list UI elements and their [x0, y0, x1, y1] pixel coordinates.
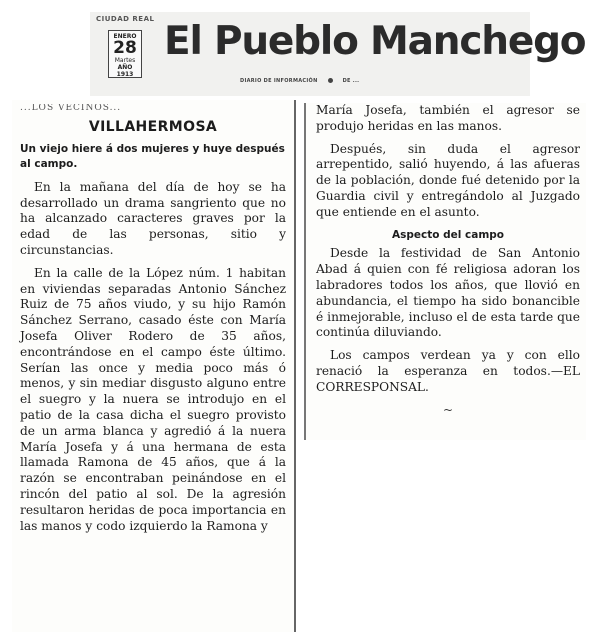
- date-year: AÑO 1913: [116, 64, 134, 78]
- date-weekday: Martes: [114, 57, 136, 64]
- masthead-tagline: [240, 78, 359, 84]
- article-paragraph: Desde la festividad de San Antonio Abad á quien con fé religiosa adoran los labradores todos los años, que llovió en abundancia, el tiempo ha sido bonancible é inmejorable, incluso el de esta tarde que continúa diluviando.: [316, 246, 580, 340]
- date-day: 28: [113, 38, 137, 58]
- date-month: ENERO: [113, 33, 137, 40]
- tagline-right: DE ...: [342, 78, 360, 84]
- end-ornament: ~: [442, 402, 454, 417]
- section-heading: Aspecto del campo: [392, 228, 504, 241]
- left-column: [12, 100, 296, 632]
- bullet-icon: [328, 78, 333, 83]
- article-headline: VILLAHERMOSA: [88, 119, 218, 135]
- article-subhead: Un viejo hiere á dos mujeres y huye después al campo.: [20, 142, 285, 170]
- cut-text: ...LOS VECINOS...: [20, 104, 122, 112]
- article-paragraph: Los campos verdean ya y con ello renació la esperanza en todos.—EL CORRESPONSAL.: [316, 348, 580, 394]
- tagline-left: DIARIO DE INFORMACIÓN: [240, 78, 318, 84]
- masthead: [90, 12, 586, 96]
- newspaper-title: El Pueblo Manchego: [164, 19, 586, 64]
- date-box: [108, 30, 142, 78]
- article-paragraph: En la calle de la López núm. 1 habitan en viviendas separadas Antonio Sánchez Ruiz de 75 años viudo, y su hijo Ramón Sánchez Serrano, casado éste con María Josefa Oliver Rodero de 35 años, encontrándose en el campo éste último. Serían las once y media poco más ó menos, y sin mediar disgusto alguno entre el suegro y la nuera se introdujo en el patio de la casa dicha el suegro provisto de un arma blanca y agredió á la nuera María Josefa y á una hermana de esta llamada Ramona de 45 años, que á la razón se encontraban peinándose en el rincón del patio al sol. De la agresión resultaron heridas de poca importancia en las manos y codo izquierdo la Ramona y: [20, 265, 286, 533]
- right-column: [304, 103, 586, 440]
- city-label: CIUDAD REAL: [96, 15, 155, 23]
- article-paragraph: María Josefa, también el agresor se produjo heridas en las manos.: [316, 103, 580, 133]
- article-paragraph: En la mañana del día de hoy se ha desarrollado un drama sangriento que no ha alcanzado caracteres graves por la edad de las personas, sitio y circunstancias.: [20, 179, 286, 257]
- article-paragraph: Después, sin duda el agresor arrepentido, salió huyendo, á las afueras de la población, donde fué detenido por la Guardia civil y entregándolo al Juzgado que entiende en el asunto.: [316, 141, 580, 219]
